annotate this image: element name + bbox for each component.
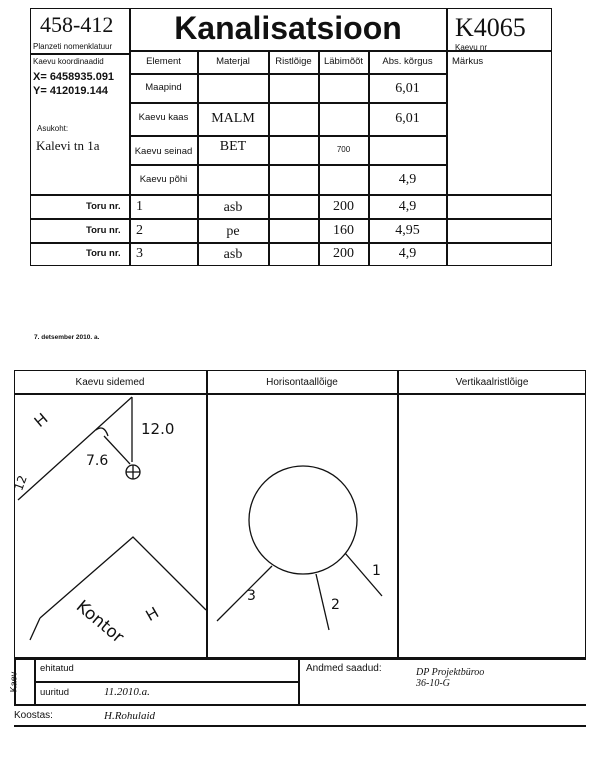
pipe-material: asb xyxy=(223,200,243,215)
pipe-nr: 1 xyxy=(136,199,143,214)
col-header-diameter: Läbimõõt xyxy=(323,56,364,67)
sketch-label-pipe: 1 xyxy=(372,563,381,579)
divider xyxy=(14,658,586,660)
data-from-value: 36-10-G xyxy=(416,678,450,689)
coord-x: X= 6458935.091 xyxy=(33,71,115,83)
sketch-label-mark: H xyxy=(143,604,162,625)
panel-title-vertical: Vertikaalristlõige xyxy=(455,377,529,388)
sketch-label-mark: H xyxy=(31,410,52,431)
row-element: Kaevu seinad xyxy=(134,146,193,157)
date-note: 7. detsember 2010. a. xyxy=(34,334,100,341)
pipe-nr: 2 xyxy=(136,223,143,238)
pipe-diameter: 200 xyxy=(333,246,354,261)
data-from-value: DP Projektbüroo xyxy=(416,667,485,678)
row-height: 6,01 xyxy=(395,111,420,126)
sketch-label-pipe: 2 xyxy=(331,597,340,613)
col-header-material: Materjal xyxy=(216,56,250,67)
row-height: 6,01 xyxy=(395,81,420,96)
built-label: ehitatud xyxy=(40,663,74,674)
page-title: Kanalisatsioon xyxy=(174,10,402,46)
row-diameter: 700 xyxy=(336,145,351,154)
location-caption: Asukoht: xyxy=(37,124,69,133)
pipe-material: pe xyxy=(226,224,240,239)
sketch-label-distance: 7.6 xyxy=(86,453,109,469)
divider xyxy=(14,704,586,706)
col-header-notes: Märkus xyxy=(452,56,484,67)
pipe-diameter: 160 xyxy=(333,223,354,238)
sketch-label-distance: 12 xyxy=(11,473,30,493)
well-id-caption: Kaevu nr xyxy=(455,43,488,52)
pipe-height: 4,9 xyxy=(398,199,417,214)
compiled-label: Koostas: xyxy=(14,710,53,721)
sketch-label-building: Kontor xyxy=(72,596,128,648)
pipe-label: Toru nr. xyxy=(86,225,121,236)
sketch-label-distance: 12.0 xyxy=(141,420,175,438)
pipe-label: Toru nr. xyxy=(86,201,121,212)
row-material: MALM xyxy=(211,111,255,126)
compiled-value: H.Rohulaid xyxy=(104,710,156,722)
row-height: 4,9 xyxy=(398,172,417,187)
col-header-element: Element xyxy=(146,56,181,67)
row-material: BET xyxy=(219,139,247,154)
well-id: K4065 xyxy=(455,13,526,42)
pipe-height: 4,9 xyxy=(398,246,417,261)
sketch-label-pipe: 3 xyxy=(247,588,256,604)
sheet-number: 458-412 xyxy=(40,12,114,37)
pipe-height: 4,95 xyxy=(395,223,420,238)
pipe-label: Toru nr. xyxy=(86,248,121,259)
surveyed-label: uuritud xyxy=(40,687,70,698)
coords-caption: Kaevu koordinaadid xyxy=(33,57,104,66)
divider xyxy=(14,725,586,727)
coord-y: Y= 412019.144 xyxy=(33,85,108,97)
divider xyxy=(298,658,300,704)
pipe-material: asb xyxy=(223,247,243,262)
row-element: Kaevu kaas xyxy=(138,112,189,123)
pipe-nr: 3 xyxy=(136,246,143,261)
col-header-height: Abs. kõrgus xyxy=(382,56,433,67)
surveyed-value: 11.2010.a. xyxy=(104,686,150,698)
row-element: Maapind xyxy=(145,82,182,93)
row-element: Kaevu põhi xyxy=(139,174,188,185)
panel-title-connections: Kaevu sidemed xyxy=(75,377,145,388)
divider xyxy=(34,681,298,683)
panel-title-horizontal: Horisontaallõige xyxy=(266,377,338,388)
col-header-section: Ristlõige xyxy=(275,56,312,67)
sheet-number-caption: Planzeti nomenklatuur xyxy=(33,42,113,51)
location: Kalevi tn 1a xyxy=(36,138,100,153)
pipe-diameter: 200 xyxy=(333,199,354,214)
footer-side-label: Kaev xyxy=(8,671,19,693)
data-from-label: Andmed saadud: xyxy=(306,663,382,674)
